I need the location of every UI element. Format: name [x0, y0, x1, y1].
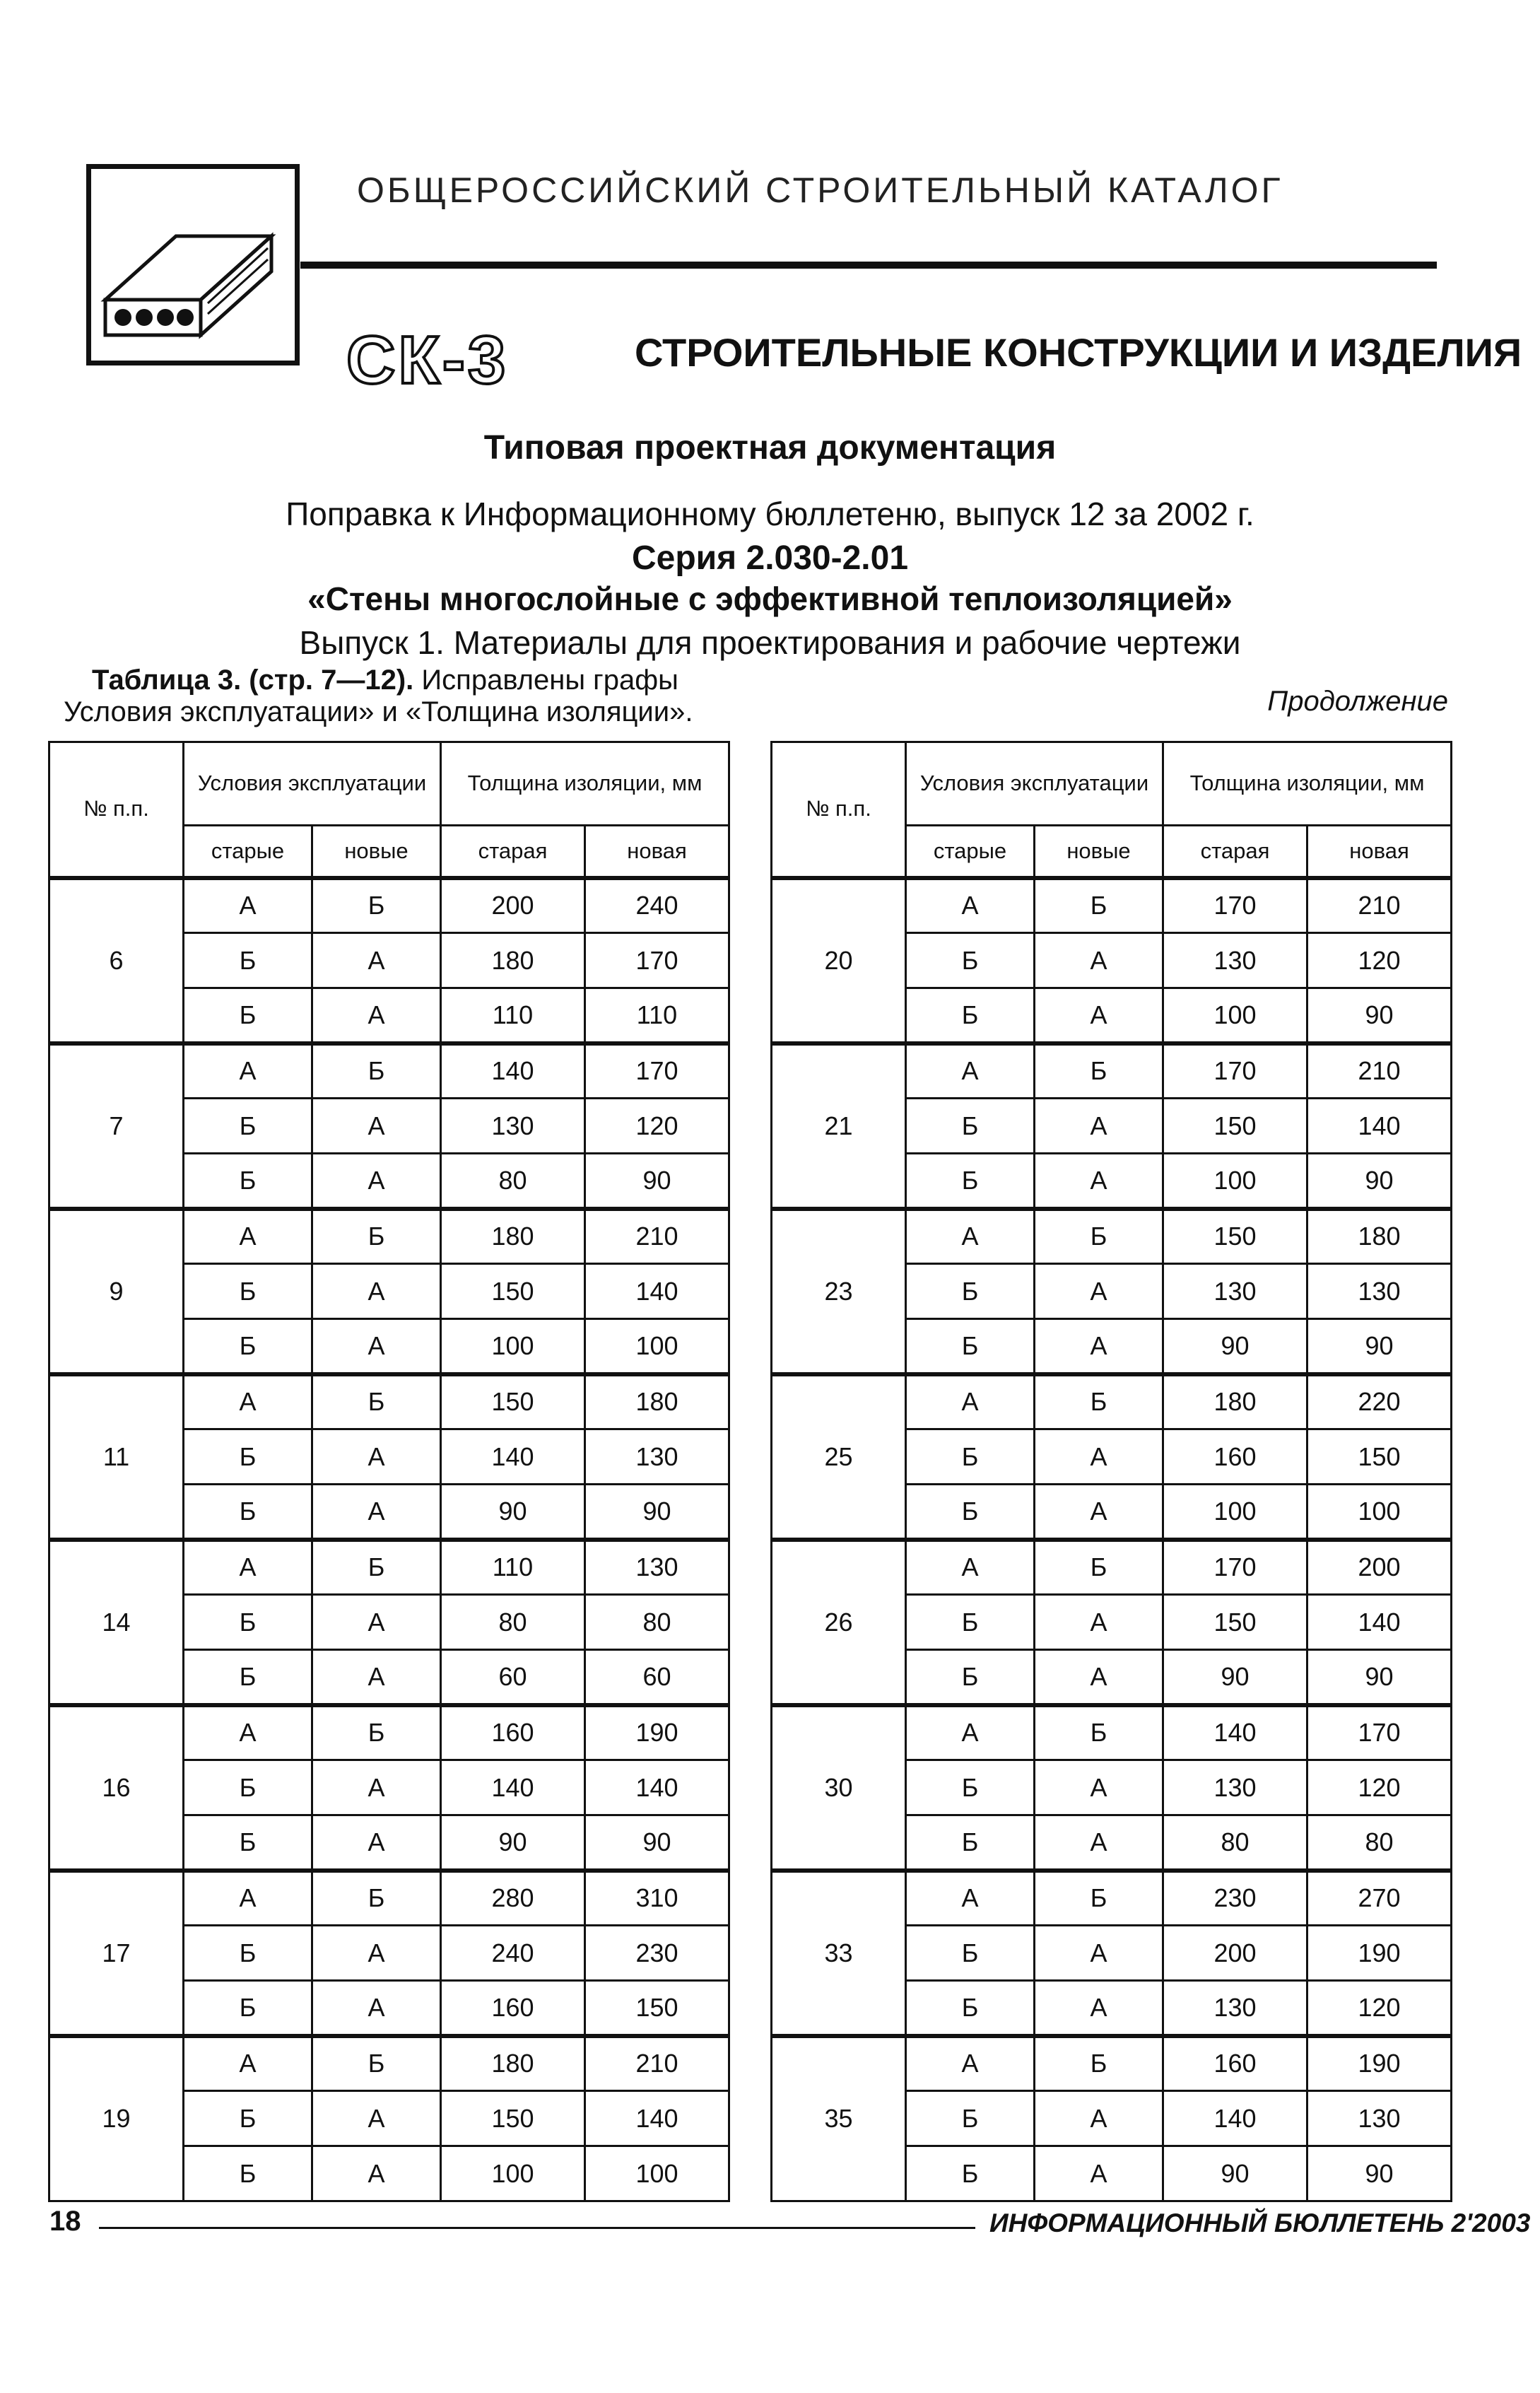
old-conditions-cell: А [906, 2036, 1035, 2091]
col-header-thickness: Толщина изоляции, мм [441, 742, 729, 826]
new-thickness-cell: 100 [585, 2146, 729, 2201]
table-row [49, 1374, 729, 1429]
new-conditions-cell: Б [312, 1043, 441, 1099]
col-header-new-thickness: новая [585, 826, 729, 878]
issue-line: Выпуск 1. Материалы для проектирования и рабочие чертежи [299, 624, 1241, 661]
old-thickness-cell: 130 [1163, 1760, 1307, 1815]
new-conditions-cell: А [312, 1319, 441, 1374]
new-conditions-cell: А [1035, 1485, 1163, 1540]
new-conditions-cell: А [312, 1595, 441, 1650]
col-header-conditions: Условия эксплуатации [184, 742, 441, 826]
old-conditions-cell: А [184, 878, 312, 933]
col-header-conditions: Условия эксплуатации [906, 742, 1163, 826]
row-number-cell: 21 [772, 1043, 906, 1209]
old-conditions-cell: Б [184, 1264, 312, 1319]
col-header-number: № п.п. [49, 742, 184, 878]
row-number-cell: 20 [772, 878, 906, 1043]
row-number-cell: 14 [49, 1540, 184, 1705]
old-conditions-cell: А [906, 1540, 1035, 1595]
new-conditions-cell: Б [312, 1705, 441, 1760]
old-thickness-cell: 130 [1163, 1981, 1307, 2036]
old-thickness-cell: 160 [441, 1981, 585, 2036]
col-header-thickness: Толщина изоляции, мм [1163, 742, 1452, 826]
old-thickness-cell: 90 [441, 1815, 585, 1871]
row-number-cell: 17 [49, 1871, 184, 2036]
old-conditions-cell: Б [184, 1485, 312, 1540]
section-code: СК-3 [346, 322, 509, 398]
new-thickness-cell: 270 [1307, 1871, 1452, 1926]
table-row [772, 2036, 1452, 2091]
old-thickness-cell: 100 [1163, 1485, 1307, 1540]
new-conditions-cell: А [312, 2091, 441, 2146]
new-conditions-cell: А [312, 933, 441, 988]
new-conditions-cell: Б [1035, 2036, 1163, 2091]
old-conditions-cell: А [906, 1871, 1035, 1926]
new-thickness-cell: 90 [585, 1815, 729, 1871]
new-conditions-cell: Б [1035, 1540, 1163, 1595]
new-conditions-cell: А [1035, 933, 1163, 988]
new-thickness-cell: 190 [1307, 1926, 1452, 1981]
table-row [772, 1374, 1452, 1429]
amendment-line: Поправка к Информационному бюллетеню, выпуск 12 за 2002 г. [286, 496, 1254, 532]
new-conditions-cell: Б [312, 878, 441, 933]
new-conditions-cell: Б [312, 1540, 441, 1595]
old-conditions-cell: Б [906, 988, 1035, 1043]
new-thickness-cell: 130 [585, 1429, 729, 1485]
old-conditions-cell: Б [906, 933, 1035, 988]
old-conditions-cell: Б [184, 1319, 312, 1374]
old-conditions-cell: А [906, 1705, 1035, 1760]
new-thickness-cell: 150 [1307, 1429, 1452, 1485]
new-conditions-cell: А [1035, 1760, 1163, 1815]
table-row [772, 1540, 1452, 1595]
new-thickness-cell: 140 [585, 1760, 729, 1815]
table-row [49, 878, 729, 933]
table-row [49, 1043, 729, 1099]
new-thickness-cell: 90 [1307, 2146, 1452, 2201]
col-header-new-thickness: новая [1307, 826, 1452, 878]
old-thickness-cell: 140 [441, 1429, 585, 1485]
old-thickness-cell: 90 [1163, 2146, 1307, 2201]
old-thickness-cell: 100 [441, 2146, 585, 2201]
new-thickness-cell: 120 [1307, 1981, 1452, 2036]
new-thickness-cell: 170 [585, 933, 729, 988]
old-conditions-cell: Б [906, 1319, 1035, 1374]
new-thickness-cell: 100 [1307, 1485, 1452, 1540]
catalog-logo [86, 164, 300, 365]
old-conditions-cell: Б [906, 1264, 1035, 1319]
row-number-cell: 25 [772, 1374, 906, 1540]
old-conditions-cell: Б [906, 1760, 1035, 1815]
new-thickness-cell: 210 [1307, 1043, 1452, 1099]
old-conditions-cell: Б [184, 988, 312, 1043]
old-thickness-cell: 230 [1163, 1871, 1307, 1926]
old-conditions-cell: Б [184, 2091, 312, 2146]
col-header-number: № п.п. [772, 742, 906, 878]
new-thickness-cell: 210 [585, 1209, 729, 1264]
old-thickness-cell: 150 [1163, 1209, 1307, 1264]
row-number-cell: 7 [49, 1043, 184, 1209]
new-conditions-cell: А [312, 2146, 441, 2201]
new-thickness-cell: 170 [1307, 1705, 1452, 1760]
section-title: СТРОИТЕЛЬНЫЕ КОНСТРУКЦИИ И ИЗДЕЛИЯ [635, 330, 1522, 375]
row-number-cell: 16 [49, 1705, 184, 1871]
old-conditions-cell: А [184, 1705, 312, 1760]
old-conditions-cell: Б [184, 1429, 312, 1485]
new-thickness-cell: 180 [1307, 1209, 1452, 1264]
old-thickness-cell: 130 [1163, 1264, 1307, 1319]
old-conditions-cell: Б [906, 1815, 1035, 1871]
old-conditions-cell: Б [906, 1485, 1035, 1540]
old-thickness-cell: 140 [441, 1760, 585, 1815]
table-row [772, 878, 1452, 933]
old-thickness-cell: 150 [441, 1374, 585, 1429]
new-thickness-cell: 180 [585, 1374, 729, 1429]
new-thickness-cell: 90 [585, 1485, 729, 1540]
document-type: Типовая проектная документация [483, 429, 1057, 467]
old-conditions-cell: А [184, 1374, 312, 1429]
old-thickness-cell: 90 [1163, 1319, 1307, 1374]
table-note-line-1 [92, 665, 678, 696]
old-conditions-cell: Б [184, 1154, 312, 1209]
row-number-cell: 19 [49, 2036, 184, 2201]
table-row [49, 1871, 729, 1926]
new-thickness-cell: 140 [585, 2091, 729, 2146]
new-thickness-cell: 150 [585, 1981, 729, 2036]
old-thickness-cell: 100 [1163, 988, 1307, 1043]
new-thickness-cell: 120 [1307, 933, 1452, 988]
table-row [772, 1871, 1452, 1926]
old-conditions-cell: А [906, 1209, 1035, 1264]
col-header-new-conditions: новые [1035, 826, 1163, 878]
old-thickness-cell: 180 [441, 1209, 585, 1264]
table-row [49, 2036, 729, 2091]
old-conditions-cell: Б [184, 1981, 312, 2036]
old-thickness-cell: 140 [1163, 1705, 1307, 1760]
old-thickness-cell: 140 [441, 1043, 585, 1099]
new-thickness-cell: 130 [1307, 1264, 1452, 1319]
old-thickness-cell: 200 [1163, 1926, 1307, 1981]
new-thickness-cell: 110 [585, 988, 729, 1043]
old-thickness-cell: 160 [441, 1705, 585, 1760]
table-note-text: Исправлены графы [413, 665, 678, 696]
old-thickness-cell: 170 [1163, 1043, 1307, 1099]
new-conditions-cell: А [312, 988, 441, 1043]
new-conditions-cell: А [312, 1485, 441, 1540]
new-conditions-cell: А [1035, 1319, 1163, 1374]
hollow-core-slab-icon [91, 169, 295, 361]
old-thickness-cell: 110 [441, 1540, 585, 1595]
new-thickness-cell: 130 [585, 1540, 729, 1595]
new-thickness-cell: 60 [585, 1650, 729, 1705]
new-conditions-cell: А [312, 1099, 441, 1154]
new-conditions-cell: А [1035, 1264, 1163, 1319]
table-row [49, 1209, 729, 1264]
new-thickness-cell: 90 [1307, 1154, 1452, 1209]
footer-rule [99, 2227, 975, 2229]
col-header-old-thickness: старая [441, 826, 585, 878]
old-conditions-cell: Б [906, 1650, 1035, 1705]
new-conditions-cell: А [1035, 1815, 1163, 1871]
old-thickness-cell: 160 [1163, 1429, 1307, 1485]
old-conditions-cell: Б [184, 933, 312, 988]
header-rule [300, 262, 1437, 269]
continuation-label: Продолжение [1267, 686, 1448, 717]
old-thickness-cell: 140 [1163, 2091, 1307, 2146]
old-thickness-cell: 150 [441, 2091, 585, 2146]
old-conditions-cell: Б [184, 1595, 312, 1650]
new-conditions-cell: А [312, 1264, 441, 1319]
new-thickness-cell: 90 [1307, 1319, 1452, 1374]
new-thickness-cell: 190 [585, 1705, 729, 1760]
new-thickness-cell: 80 [1307, 1815, 1452, 1871]
old-conditions-cell: А [906, 878, 1035, 933]
old-thickness-cell: 90 [441, 1485, 585, 1540]
table-row [772, 1043, 1452, 1099]
row-number-cell: 11 [49, 1374, 184, 1540]
table-row [49, 1540, 729, 1595]
new-conditions-cell: А [1035, 1926, 1163, 1981]
old-thickness-cell: 170 [1163, 878, 1307, 933]
row-number-cell: 26 [772, 1540, 906, 1705]
old-conditions-cell: А [184, 1540, 312, 1595]
old-conditions-cell: Б [906, 2146, 1035, 2201]
new-thickness-cell: 90 [1307, 988, 1452, 1043]
old-conditions-cell: Б [906, 1926, 1035, 1981]
table-row [49, 1705, 729, 1760]
new-conditions-cell: А [1035, 1429, 1163, 1485]
new-conditions-cell: А [1035, 2091, 1163, 2146]
new-thickness-cell: 100 [585, 1319, 729, 1374]
old-conditions-cell: А [906, 1374, 1035, 1429]
old-thickness-cell: 240 [441, 1926, 585, 1981]
old-thickness-cell: 80 [1163, 1815, 1307, 1871]
new-thickness-cell: 170 [585, 1043, 729, 1099]
new-thickness-cell: 240 [585, 878, 729, 933]
new-thickness-cell: 120 [585, 1099, 729, 1154]
new-conditions-cell: А [1035, 1650, 1163, 1705]
new-thickness-cell: 80 [585, 1595, 729, 1650]
old-conditions-cell: Б [184, 2146, 312, 2201]
new-conditions-cell: Б [312, 2036, 441, 2091]
old-conditions-cell: Б [906, 1981, 1035, 2036]
old-conditions-cell: А [184, 1209, 312, 1264]
series-number: Серия 2.030-2.01 [631, 539, 909, 577]
new-conditions-cell: А [1035, 1154, 1163, 1209]
row-number-cell: 33 [772, 1871, 906, 2036]
old-conditions-cell: Б [184, 1760, 312, 1815]
new-conditions-cell: А [312, 1815, 441, 1871]
old-thickness-cell: 180 [441, 2036, 585, 2091]
new-conditions-cell: Б [1035, 878, 1163, 933]
new-thickness-cell: 90 [1307, 1650, 1452, 1705]
old-thickness-cell: 280 [441, 1871, 585, 1926]
old-thickness-cell: 180 [441, 933, 585, 988]
new-conditions-cell: А [1035, 1981, 1163, 2036]
new-thickness-cell: 140 [1307, 1099, 1452, 1154]
row-number-cell: 9 [49, 1209, 184, 1374]
old-thickness-cell: 150 [441, 1264, 585, 1319]
old-conditions-cell: Б [184, 1926, 312, 1981]
old-conditions-cell: Б [906, 1099, 1035, 1154]
new-thickness-cell: 210 [585, 2036, 729, 2091]
old-thickness-cell: 130 [441, 1099, 585, 1154]
old-thickness-cell: 150 [1163, 1099, 1307, 1154]
table-row [772, 1209, 1452, 1264]
old-thickness-cell: 150 [1163, 1595, 1307, 1650]
old-conditions-cell: Б [184, 1099, 312, 1154]
row-number-cell: 23 [772, 1209, 906, 1374]
old-conditions-cell: А [906, 1043, 1035, 1099]
row-number-cell: 35 [772, 2036, 906, 2201]
new-thickness-cell: 140 [585, 1264, 729, 1319]
old-conditions-cell: Б [906, 1429, 1035, 1485]
old-conditions-cell: Б [906, 1154, 1035, 1209]
new-thickness-cell: 90 [585, 1154, 729, 1209]
old-conditions-cell: Б [184, 1650, 312, 1705]
new-conditions-cell: Б [1035, 1209, 1163, 1264]
old-thickness-cell: 80 [441, 1595, 585, 1650]
old-thickness-cell: 200 [441, 878, 585, 933]
new-conditions-cell: Б [312, 1209, 441, 1264]
page-number: 18 [49, 2206, 81, 2237]
old-thickness-cell: 80 [441, 1154, 585, 1209]
right-data-table [770, 741, 1452, 2202]
left-data-table [48, 741, 730, 2202]
new-conditions-cell: А [1035, 988, 1163, 1043]
new-conditions-cell: А [312, 1926, 441, 1981]
old-thickness-cell: 100 [441, 1319, 585, 1374]
new-conditions-cell: А [312, 1650, 441, 1705]
new-thickness-cell: 210 [1307, 878, 1452, 933]
new-thickness-cell: 130 [1307, 2091, 1452, 2146]
old-conditions-cell: А [184, 2036, 312, 2091]
publication-title: ИНФОРМАЦИОННЫЙ БЮЛЛЕТЕНЬ 2'2003 [989, 2208, 1531, 2237]
new-conditions-cell: Б [1035, 1871, 1163, 1926]
old-conditions-cell: А [184, 1871, 312, 1926]
catalog-title: ОБЩЕРОССИЙСКИЙ СТРОИТЕЛЬНЫЙ КАТАЛОГ [357, 170, 1283, 210]
new-conditions-cell: Б [312, 1374, 441, 1429]
new-thickness-cell: 310 [585, 1871, 729, 1926]
new-thickness-cell: 230 [585, 1926, 729, 1981]
new-conditions-cell: Б [312, 1871, 441, 1926]
col-header-new-conditions: новые [312, 826, 441, 878]
new-thickness-cell: 190 [1307, 2036, 1452, 2091]
table-row [772, 1705, 1452, 1760]
old-thickness-cell: 160 [1163, 2036, 1307, 2091]
old-thickness-cell: 90 [1163, 1650, 1307, 1705]
new-conditions-cell: А [312, 1760, 441, 1815]
col-header-old-conditions: старые [184, 826, 312, 878]
old-thickness-cell: 130 [1163, 933, 1307, 988]
new-conditions-cell: Б [1035, 1043, 1163, 1099]
new-conditions-cell: А [312, 1154, 441, 1209]
old-thickness-cell: 170 [1163, 1540, 1307, 1595]
row-number-cell: 6 [49, 878, 184, 1043]
new-thickness-cell: 120 [1307, 1760, 1452, 1815]
new-conditions-cell: А [1035, 1099, 1163, 1154]
old-thickness-cell: 110 [441, 988, 585, 1043]
new-thickness-cell: 200 [1307, 1540, 1452, 1595]
old-conditions-cell: Б [906, 2091, 1035, 2146]
old-conditions-cell: Б [184, 1815, 312, 1871]
old-thickness-cell: 100 [1163, 1154, 1307, 1209]
col-header-old-thickness: старая [1163, 826, 1307, 878]
series-title: «Стены многослойные с эффективной теплоизоляцией» [307, 580, 1233, 617]
new-conditions-cell: А [312, 1429, 441, 1485]
new-thickness-cell: 220 [1307, 1374, 1452, 1429]
table-caption: Таблица 3. (стр. 7—12). [92, 665, 414, 696]
table-note-line-2: Условия эксплуатации» и «Толщина изоляции». [64, 696, 693, 727]
old-thickness-cell: 180 [1163, 1374, 1307, 1429]
old-conditions-cell: А [184, 1043, 312, 1099]
old-conditions-cell: Б [906, 1595, 1035, 1650]
new-conditions-cell: Б [1035, 1374, 1163, 1429]
new-conditions-cell: А [1035, 2146, 1163, 2201]
old-thickness-cell: 60 [441, 1650, 585, 1705]
new-conditions-cell: А [312, 1981, 441, 2036]
col-header-old-conditions: старые [906, 826, 1035, 878]
new-conditions-cell: Б [1035, 1705, 1163, 1760]
row-number-cell: 30 [772, 1705, 906, 1871]
new-conditions-cell: А [1035, 1595, 1163, 1650]
new-thickness-cell: 140 [1307, 1595, 1452, 1650]
